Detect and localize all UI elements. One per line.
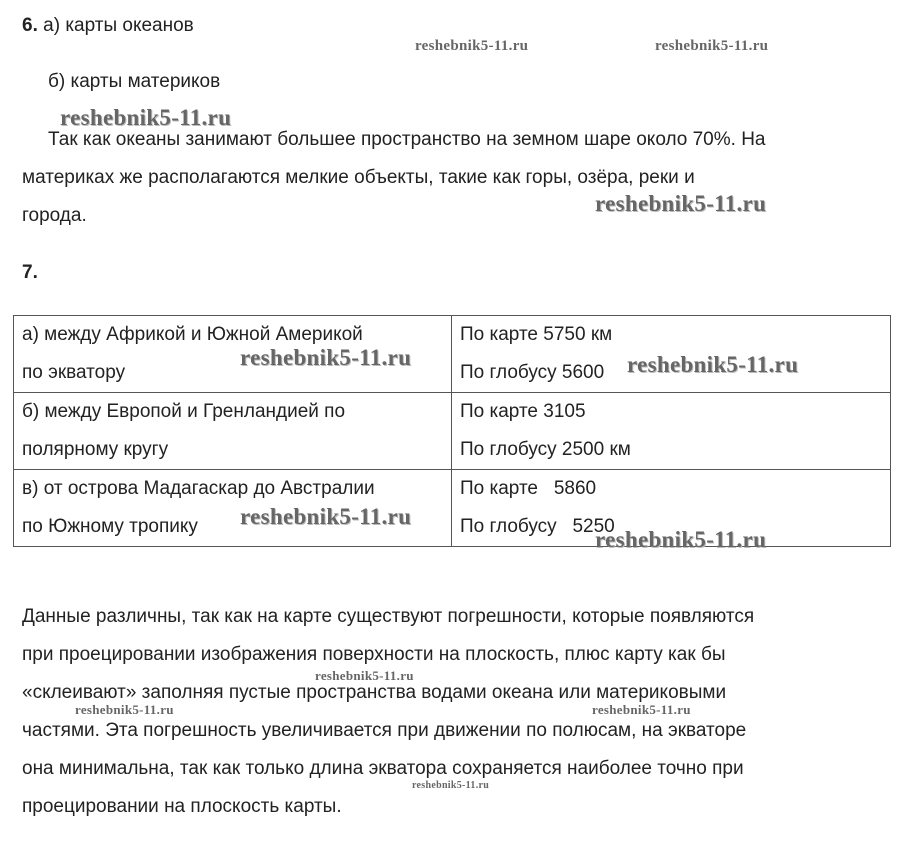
task6-answer-b: б) карты материков — [48, 71, 221, 92]
route-line: в) от острова Мадагаскар до Австралии — [22, 478, 375, 499]
conclusion-line: проецировании на плоскость карты. — [22, 796, 342, 817]
route-line: б) между Европой и Гренландией по — [22, 401, 346, 422]
route-line: по экватору — [22, 362, 126, 383]
table-cell-route — [14, 393, 452, 470]
task7-number: 7. — [22, 262, 38, 283]
distance-map: По карте 5860 — [460, 478, 597, 499]
task6-explanation-line: Так как океаны занимают большее пространство на земном шаре около 70%. На — [48, 129, 766, 150]
distance-globe: По глобусу 5600 — [460, 362, 605, 383]
watermark: reshebnik5-11.ru — [415, 38, 529, 54]
distance-map: По карте 5750 км — [460, 324, 613, 345]
watermark: reshebnik5-11.ru — [655, 38, 769, 54]
conclusion-line: «склеивают» заполняя пустые пространства водами океана или материковыми — [22, 682, 727, 703]
table-row — [14, 393, 891, 470]
watermark: reshebnik5-11.ru — [595, 527, 767, 552]
task6-explanation-line: города. — [22, 205, 87, 226]
watermark: reshebnik5-11.ru — [412, 780, 490, 791]
watermark: reshebnik5-11.ru — [627, 352, 799, 377]
conclusion-line: она минимальна, так как только длина экватора сохраняется наиболее точно при — [22, 758, 744, 779]
conclusion-line: Данные различны, так как на карте существуют погрешности, которые появляются — [22, 606, 755, 627]
distance-globe: По глобусу 5250 — [460, 516, 615, 537]
task6-answer-a: а) карты океанов — [43, 15, 194, 36]
watermark: reshebnik5-11.ru — [595, 191, 767, 216]
distance-table — [13, 315, 891, 547]
conclusion-line: частями. Эта погрешность увеличивается при движении по полюсам, на экваторе — [22, 720, 747, 741]
conclusion-line: при проецировании изображения поверхности на плоскость, плюс карту как бы — [22, 644, 726, 665]
watermark: reshebnik5-11.ru — [240, 345, 412, 370]
distance-map: По карте 3105 — [460, 401, 586, 422]
task6-heading — [22, 15, 194, 37]
task6-explanation-line: материках же располагаются мелкие объекты, такие как горы, озёра, реки и — [22, 167, 695, 188]
watermark: reshebnik5-11.ru — [60, 105, 232, 130]
watermark: reshebnik5-11.ru — [75, 702, 174, 717]
task6-number: 6. — [22, 15, 38, 36]
route-line: по Южному тропику — [22, 516, 198, 537]
route-line: а) между Африкой и Южной Америкой — [22, 324, 363, 345]
route-line: полярному кругу — [22, 439, 169, 460]
watermark: reshebnik5-11.ru — [240, 504, 412, 529]
table-cell-distance — [452, 393, 891, 470]
watermark: reshebnik5-11.ru — [592, 702, 691, 717]
distance-globe: По глобусу 2500 км — [460, 439, 631, 460]
watermark: reshebnik5-11.ru — [315, 668, 414, 683]
